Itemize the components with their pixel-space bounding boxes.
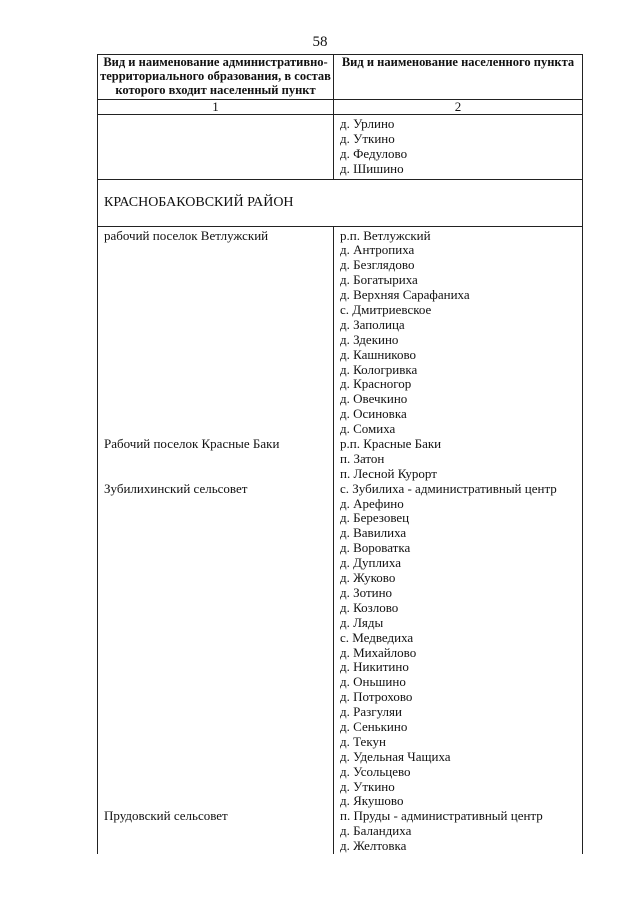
settlement-item: с. Дмитриевское (340, 302, 432, 318)
settlement-item: д. Антропиха (340, 242, 415, 258)
table-row-continued (98, 115, 583, 180)
settlement-item: д. Безглядово (340, 257, 415, 273)
settlement-list-cell (334, 482, 583, 810)
settlement-item: д. Никитино (340, 659, 409, 675)
settlement-item: д. Богатыриха (340, 272, 418, 288)
settlement-item: д. Якушово (340, 793, 404, 809)
settlement-item: р.п. Красные Баки (340, 436, 442, 452)
settlement-item: д. Здекино (340, 331, 399, 347)
unit-cell (98, 437, 334, 482)
settlement-item: д. Разгуляи (340, 704, 402, 720)
settlement-item: д. Дуплиха (340, 555, 401, 571)
settlement-item: д. Арефино (340, 495, 404, 511)
settlement-item: д. Сомиха (340, 421, 396, 437)
settlement-item: д. Михайлово (340, 644, 417, 660)
settlement-item: д. Усольцево (340, 763, 411, 779)
settlement-list (334, 482, 582, 810)
settlement-item: д. Оньшино (340, 674, 406, 690)
settlement-list-cell (334, 437, 583, 482)
header-col1: Вид и наименование административно-территориального образования, в состав которого входит населенный пункт (98, 55, 334, 100)
settlement-item: д. Уткино (340, 130, 395, 146)
table-header-row (98, 55, 583, 100)
settlement-item: д. Верхняя Сарафаниха (340, 287, 470, 303)
settlement-item: д. Заполица (340, 316, 405, 332)
settlement-list-cell (334, 115, 583, 180)
settlement-item: д. Кашниково (340, 346, 417, 362)
district-title: КРАСНОБАКОВСКИЙ РАЙОН (98, 179, 583, 226)
settlement-item: д. Кологривка (340, 361, 418, 377)
unit-name: Зубилихинский сельсовет (104, 480, 248, 496)
settlement-item: д. Вавилиха (340, 525, 407, 541)
unit-cell (98, 226, 334, 437)
settlement-item: п. Затон (340, 450, 385, 466)
settlement-item: д. Березовец (340, 510, 410, 526)
settlement-item: д. Баландиха (340, 823, 412, 839)
settlement-list-cell (334, 809, 583, 854)
district-row (98, 179, 583, 226)
empty-unit-cell (98, 115, 334, 180)
settlement-item: д. Сенькино (340, 718, 408, 734)
unit-cell (98, 482, 334, 810)
settlement-item: с. Зубилиха - административный центр (340, 480, 557, 496)
settlement-item: п. Лесной Курорт (340, 465, 437, 481)
settlement-item: д. Федулово (340, 145, 408, 161)
settlement-item: д. Вороватка (340, 540, 411, 556)
unit-name: рабочий поселок Ветлужский (104, 227, 269, 243)
header-col2: Вид и наименование населенного пункта (334, 55, 583, 100)
settlement-item: д. Урлино (340, 116, 395, 131)
settlements-table (97, 54, 583, 854)
table-row (98, 437, 583, 482)
page-number: 58 (312, 34, 328, 50)
unit-cell (98, 809, 334, 854)
table-row (98, 226, 583, 437)
settlement-item: д. Текун (340, 733, 386, 749)
settlement-item: д. Шишино (340, 160, 404, 176)
column-number-1: 1 (98, 100, 334, 115)
settlement-item: д. Удельная Чащиха (340, 748, 451, 764)
settlement-list (334, 115, 582, 179)
settlement-item: д. Уткино (340, 778, 395, 794)
settlement-list (334, 809, 582, 854)
settlement-item: д. Желтовка (340, 838, 407, 854)
unit-name: Рабочий поселок Красные Баки (104, 436, 280, 452)
unit-name: Прудовский сельсовет (104, 808, 228, 824)
settlement-item: д. Жуково (340, 570, 396, 586)
column-number-2: 2 (334, 100, 583, 115)
table-row (98, 809, 583, 854)
settlement-list (334, 437, 582, 482)
settlement-item: д. Осиновка (340, 406, 407, 422)
table-row (98, 482, 583, 810)
settlement-item: д. Овечкино (340, 391, 408, 407)
settlement-item: д. Потрохово (340, 689, 413, 705)
settlement-item: д. Ляды (340, 614, 384, 630)
units-body (98, 226, 583, 854)
settlement-item: д. Зотино (340, 584, 393, 600)
settlement-item: д. Козлово (340, 599, 399, 615)
settlement-item: п. Пруды - административный центр (340, 808, 543, 824)
settlement-list (334, 227, 582, 437)
settlement-list-cell (334, 226, 583, 437)
settlement-item: с. Медведиха (340, 629, 414, 645)
column-number-row (98, 100, 583, 115)
settlement-item: д. Красногор (340, 376, 412, 392)
settlement-item: р.п. Ветлужский (340, 227, 431, 243)
